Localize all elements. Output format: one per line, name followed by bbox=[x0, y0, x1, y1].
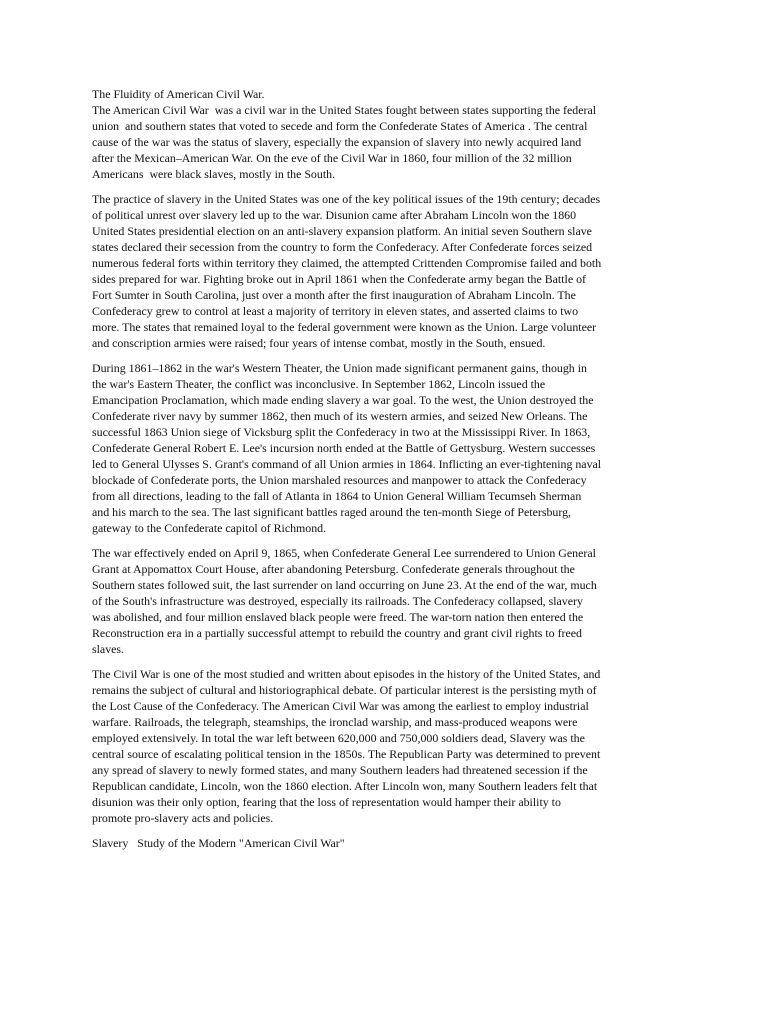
text-line: United States presidential election on an anti-slavery expansion platform. An initial seven Southern slave bbox=[92, 224, 592, 238]
text-line: promote pro-slavery acts and policies. bbox=[92, 811, 274, 825]
text-line: Confederacy grew to control at least a majority of territory in eleven states, and asserted claims to two bbox=[92, 304, 579, 318]
text-line: disunion was their only option, fearing that the loss of representation would hamper their ability to bbox=[92, 795, 561, 809]
text-line: The American Civil War was a civil war in the United States fought between states supporting the federal bbox=[92, 103, 597, 117]
text-line: Republican candidate, Lincoln, won the 1860 election. After Lincoln won, many Southern leaders felt that bbox=[92, 779, 598, 793]
text-line: of political unrest over slavery led up to the war. Disunion came after Abraham Lincoln won the 1860 bbox=[92, 208, 577, 222]
paragraph-3 bbox=[92, 360, 688, 536]
text-line: Fort Sumter in South Carolina, just over a month after the first inauguration of Abraham Lincoln. The bbox=[92, 288, 576, 302]
text-line: central source of escalating political tension in the 1850s. The Republican Party was determined to prevent bbox=[92, 747, 601, 761]
text-line: Americans were black slaves, mostly in the South. bbox=[92, 167, 336, 181]
text-line: led to General Ulysses S. Grant's command of all Union armies in 1864. Inflicting an ever-tightening naval bbox=[92, 457, 602, 471]
text-line: The practice of slavery in the United States was one of the key political issues of the 19th century; decades bbox=[92, 192, 601, 206]
text-line: was abolished, and four million enslaved black people were freed. The war-torn nation then entered the bbox=[92, 610, 584, 624]
text-line: gateway to the Confederate capitol of Richmond. bbox=[92, 521, 327, 535]
text-line: cause of the war was the status of slavery, especially the expansion of slavery into newly acquired land bbox=[92, 135, 582, 149]
text-line: and conscription armies were raised; four years of intense combat, mostly in the South, ensued. bbox=[92, 336, 546, 350]
text-line: blockade of Confederate ports, the Union marshaled resources and manpower to attack the Confederacy bbox=[92, 473, 587, 487]
text-line: Southern states followed suit, the last surrender on land occurring on June 23. At the end of the war, much bbox=[92, 578, 597, 592]
footer-line: Slavery Study of the Modern "American Civil War" bbox=[92, 836, 345, 850]
paragraph-5 bbox=[92, 666, 688, 826]
text-line: remains the subject of cultural and historiographical debate. Of particular interest is the persisting myth of bbox=[92, 683, 597, 697]
text-line: sides prepared for war. Fighting broke out in April 1861 when the Confederate army began the Battle of bbox=[92, 272, 586, 286]
paragraph-1 bbox=[92, 102, 688, 182]
text-line: slaves. bbox=[92, 642, 125, 656]
text-line: union and southern states that voted to secede and form the Confederate States of America . The central bbox=[92, 119, 588, 133]
text-line: Grant at Appomattox Court House, after abandoning Petersburg. Confederate generals throughout the bbox=[92, 562, 575, 576]
text-line: of the South's infrastructure was destroyed, especially its railroads. The Confederacy collapsed, slavery bbox=[92, 594, 583, 608]
text-line: and his march to the sea. The last significant battles raged around the ten-month Siege of Petersburg, bbox=[92, 505, 572, 519]
document-title: The Fluidity of American Civil War. bbox=[92, 87, 265, 101]
text-line: The Civil War is one of the most studied and written about episodes in the history of the United States, and bbox=[92, 667, 601, 681]
text-line: During 1861–1862 in the war's Western Theater, the Union made significant permanent gains, though in bbox=[92, 361, 587, 375]
text-line: after the Mexican–American War. On the eve of the Civil War in 1860, four million of the 32 million bbox=[92, 151, 572, 165]
text-line: numerous federal forts within territory they claimed, the attempted Crittenden Compromise failed and both bbox=[92, 256, 602, 270]
text-line: from all directions, leading to the fall of Atlanta in 1864 to Union General William Tecumseh Sherman bbox=[92, 489, 582, 503]
paragraph-2 bbox=[92, 191, 688, 351]
text-line: states declared their secession from the country to form the Confederacy. After Confederate forces seized bbox=[92, 240, 593, 254]
text-line: the war's Eastern Theater, the conflict was inconclusive. In September 1862, Lincoln issued the bbox=[92, 377, 546, 391]
text-line: Confederate General Robert E. Lee's incursion north ended at the Battle of Gettysburg. Western successes bbox=[92, 441, 596, 455]
paragraph-4 bbox=[92, 545, 688, 657]
text-line: any spread of slavery to newly formed states, and many Southern leaders had threatened secession if the bbox=[92, 763, 588, 777]
text-line: the Lost Cause of the Confederacy. The American Civil War was among the earliest to employ industrial bbox=[92, 699, 589, 713]
text-line: more. The states that remained loyal to the federal government were known as the Union. Large volunteer bbox=[92, 320, 597, 334]
text-line: Reconstruction era in a partially successful attempt to rebuild the country and grant civil rights to freed bbox=[92, 626, 583, 640]
text-line: The war effectively ended on April 9, 1865, when Confederate General Lee surrendered to Union General bbox=[92, 546, 596, 560]
text-line: Confederate river navy by summer 1862, then much of its western armies, and seized New Orleans. The bbox=[92, 409, 588, 423]
text-line: successful 1863 Union siege of Vicksburg split the Confederacy in two at the Mississippi River. In 1863, bbox=[92, 425, 591, 439]
document-page bbox=[92, 86, 688, 851]
text-line: employed extensively. In total the war left between 620,000 and 750,000 soldiers dead, Slavery was the bbox=[92, 731, 585, 745]
text-line: Emancipation Proclamation, which made ending slavery a war goal. To the west, the Union destroyed the bbox=[92, 393, 594, 407]
text-line: warfare. Railroads, the telegraph, steamships, the ironclad warship, and mass-produced weapons were bbox=[92, 715, 578, 729]
